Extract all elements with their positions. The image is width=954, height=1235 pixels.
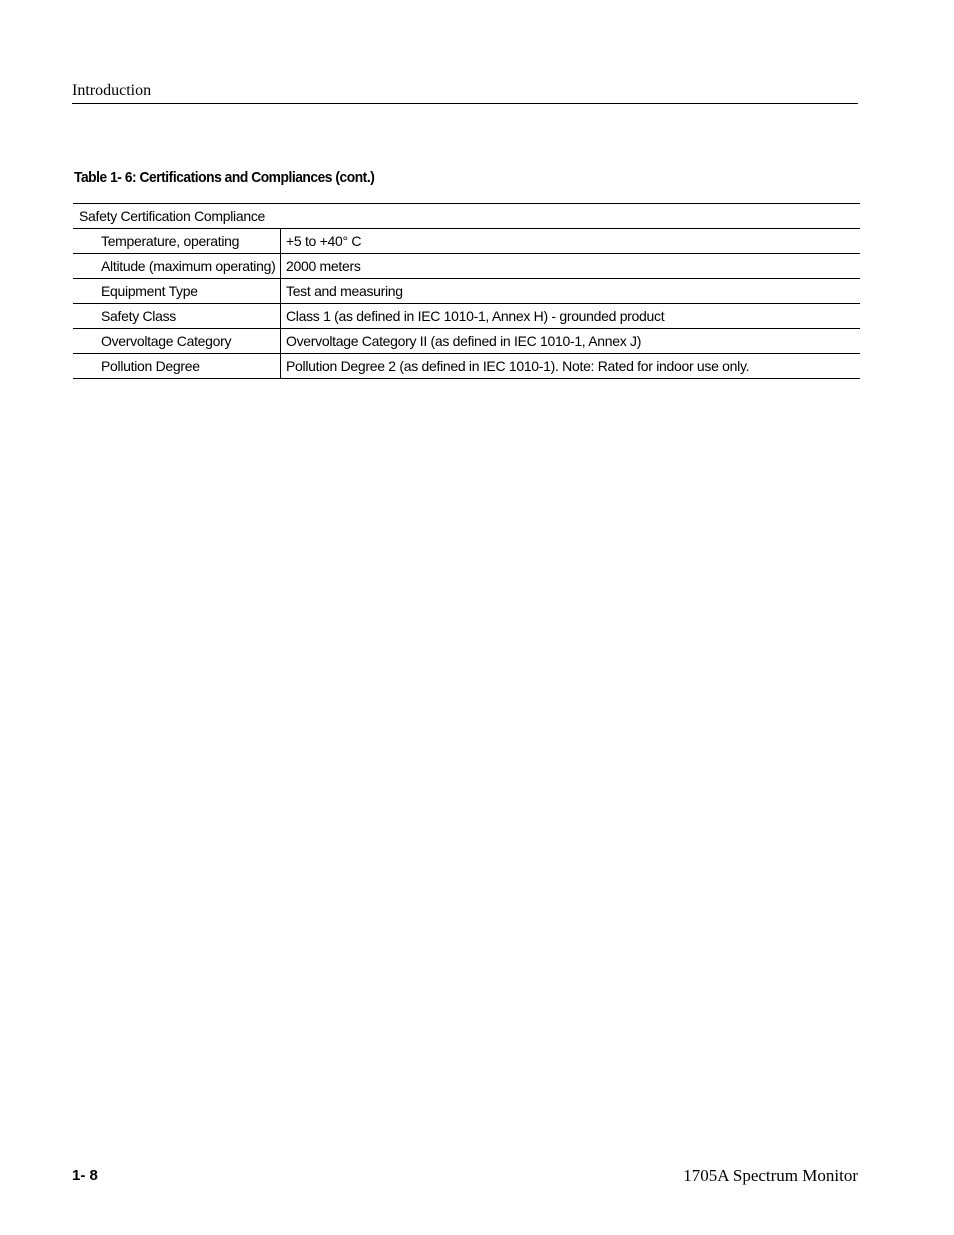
row-parameter: Safety Class [73,304,281,329]
row-value: Overvoltage Category II (as defined in IEC 1010-1, Annex J) [281,329,861,354]
row-parameter: Temperature, operating [73,229,281,254]
table-row [73,279,860,304]
row-parameter: Overvoltage Category [73,329,281,354]
page-number: 1- 8 [72,1167,98,1184]
row-value: Test and measuring [281,279,861,304]
table-row [73,304,860,329]
row-parameter: Pollution Degree [73,354,281,379]
certifications-table [73,203,860,379]
table-row [73,229,860,254]
row-parameter: Equipment Type [73,279,281,304]
row-value: Pollution Degree 2 (as defined in IEC 1010-1). Note: Rated for indoor use only. [281,354,861,379]
row-value: +5 to +40° C [281,229,861,254]
document-title: 1705A Spectrum Monitor [683,1166,858,1185]
table-title: Table 1- 6: Certifications and Compliances (cont.) [74,169,375,186]
row-value: 2000 meters [281,254,861,279]
running-header [72,81,858,104]
section-heading: Safety Certification Compliance [73,204,860,229]
row-value: Class 1 (as defined in IEC 1010-1, Annex H) - grounded product [281,304,861,329]
table-section-row [73,204,860,229]
table-row [73,254,860,279]
table-row [73,354,860,379]
section-name: Introduction [72,82,152,99]
row-parameter: Altitude (maximum operating) [73,254,281,279]
table-row [73,329,860,354]
